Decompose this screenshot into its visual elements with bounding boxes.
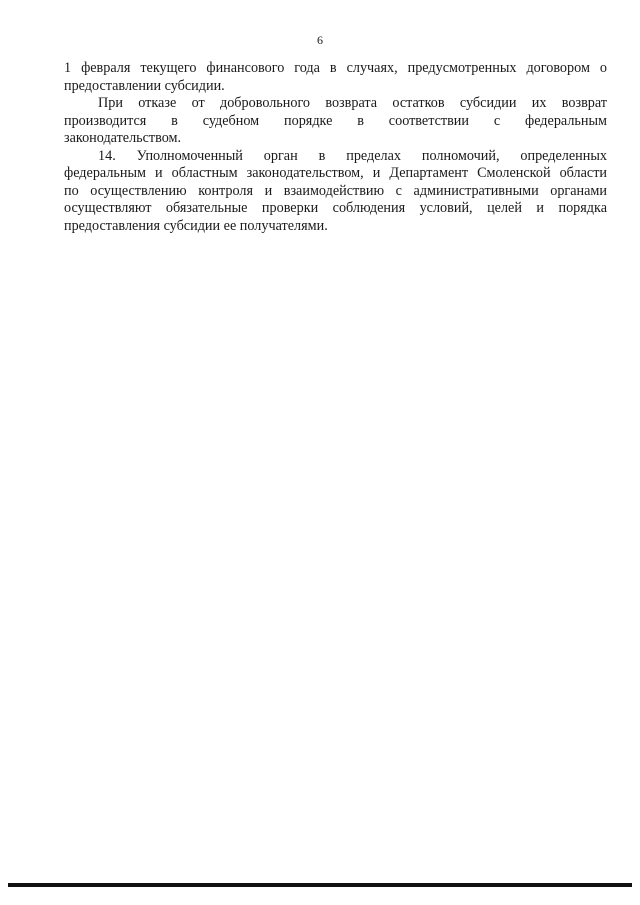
text-line: осуществляют обязательные проверки соблюдения условий, целей и порядка <box>64 200 607 216</box>
text-line: производится в судебном порядке в соответствии с федеральным <box>64 112 607 129</box>
document-body <box>64 60 607 235</box>
text-line: При отказе от добровольного возврата остатков субсидии их возврат <box>98 95 607 111</box>
bottom-scan-border <box>8 883 632 887</box>
text-line: законодательством. <box>64 130 182 146</box>
paragraph-subsidy-deadline <box>64 60 607 95</box>
paragraph-refusal-return <box>64 95 607 148</box>
text-line: 1 февраля текущего финансового года в случаях, предусмотренных договором о <box>64 60 607 76</box>
text-line: предоставлении субсидии. <box>64 77 225 94</box>
page-number: 6 <box>317 33 323 47</box>
text-line: 14. Уполномоченный орган в пределах полномочий, определенных <box>98 147 607 164</box>
text-line: по осуществлению контроля и взаимодействию с административными органами <box>64 182 607 199</box>
text-line: федеральным и областным законодательством, и Департамент Смоленской области <box>64 165 607 181</box>
paragraph-14-control <box>64 148 607 236</box>
text-line: предоставления субсидии ее получателями. <box>64 217 328 234</box>
